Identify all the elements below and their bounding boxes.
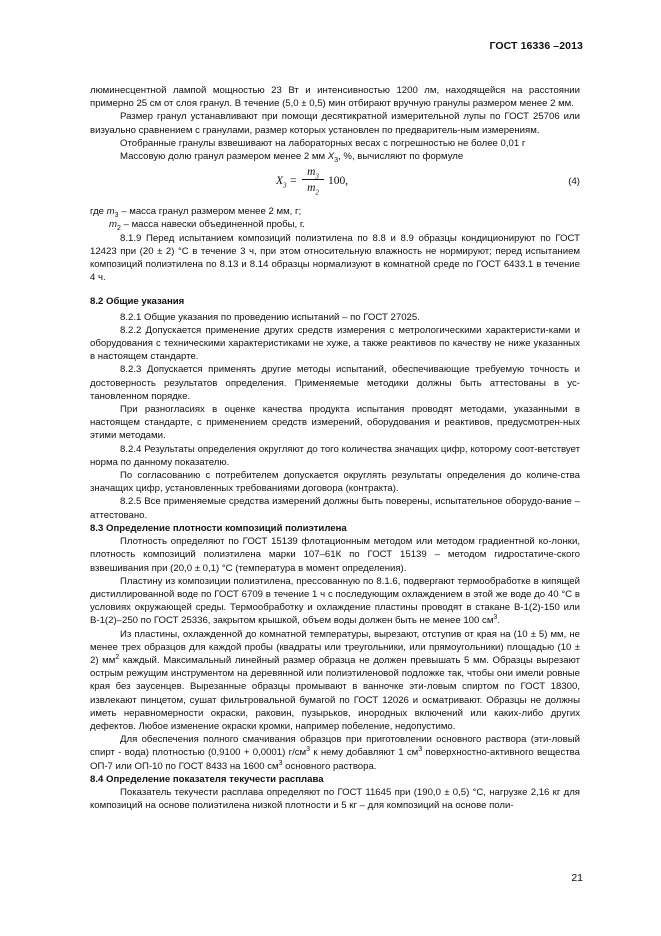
paragraph-8-2-5: 8.2.5 Все применяемые средства измерений должны быть поверены, испытательное оборудо-вание – аттестовано. — [90, 496, 580, 521]
formula-fraction — [302, 165, 324, 196]
paragraph-8-4-melt-flow: Показатель текучести расплава определяют по ГОСТ 11645 при (190,0 ± 0,5) °С, нагрузке 2,16 кг для композиций на основе полиэтилена низкой плотности и 5 кг – для композиций на основе поли- — [90, 786, 580, 812]
paragraph-8-2-2: 8.2.2 Допускается применение других средств измерения с метрологическими характеристи-ками и оборудования с техническими характеристиками не хуже, а также реактивов по качеству не ниже указанных в настоящем стандарте. — [90, 324, 580, 363]
paragraph-8-2-3: 8.2.3 Допускается применять другие методы испытаний, обеспечивающие требуемую точность и достоверность результатов определения. Применяемые методики должны быть аттестованы в ус-тановленном порядке. — [90, 364, 580, 402]
heading-8-4: 8.4 Определение показателя текучести расплава — [90, 773, 324, 785]
paragraph-formula-intro: Массовую долю гранул размером менее 2 мм $X_3$, %, вычисляют по формуле — [120, 151, 464, 164]
paragraph-continuation: люминесцентной лампой мощностью 23 Вт и интенсивностью 1200 лм, находящейся на расстоянии примерно 25 см от слоя гранул. В течение (5,0 ± 0,5) мин отбирают вручную гранулы размером менее 2 мм. — [90, 85, 580, 110]
paragraph-8-3-solution: Для обеспечения полного смачивания образцов при приготовлении основного раствора (эти-ловый спирт - вода) плотностью (0,9100 + 0,0001) $г/см^3$ к нему добавляют 1 $см^3$ поверхностно-активного вещества ОП-7 или ОП-10 по ГОСТ 8433 на 1600 $см^3$ основного раствора. — [90, 734, 580, 772]
paragraph-granule-size: Размер гранул устанавливают при помощи десятикратной измерительной лупы по ГОСТ 25706 или визуально сравнением с гранулами, размер которых установлен по предваритель-ным измерениям. — [90, 111, 580, 136]
paragraph-8-2-4: 8.2.4 Результаты определения округляют до того количества значащих цифр, которому соот-ветствует норма по данному показателю. — [90, 443, 580, 468]
paragraph-8-3-density: Плотность определяют по ГОСТ 15139 флотационным методом или методом градиентной ко-лонки, плотность композиций полиэтилена марки 107–61К по ГОСТ 15139 – методом гидростатиче-ского взвешивания при (20,0 ± 0,1) °С (температура в момент определения). — [90, 536, 580, 574]
formula-number: (4) — [568, 176, 580, 188]
heading-8-3: 8.3 Определение плотности композиций полиэтилена — [90, 522, 347, 534]
formula-factor: 100, — [328, 175, 349, 188]
standard-header: ГОСТ 16336 –2013 — [489, 40, 583, 52]
definition-m2: $m_2$ – масса навески объединенной пробы, г. — [109, 219, 305, 233]
page-number: 21 — [571, 872, 583, 884]
heading-8-2: 8.2 Общие указания — [90, 296, 185, 308]
formula-lhs: $X_3$ = — [276, 175, 298, 190]
paragraph-8-2-1: 8.2.1 Общие указания по проведению испытаний – по ГОСТ 27025. — [120, 311, 420, 323]
definition-m3: где $m_3$ – масса гранул размером менее 2 мм, г; — [90, 206, 302, 220]
paragraph-8-1-9: 8.1.9 Перед испытанием композиций полиэтилена по 8.8 и 8.9 образцы кондиционируют по ГОСТ 12423 при (20 ± 2) °С в течение 3 ч, при этом относительную влажность не нормируют; перед испытанием композиций полиэтилена по 8.13 и 8.14 образцы нормализуют в комнатной среде по ГОСТ 6433.1 в течение 4 ч. — [90, 232, 580, 284]
formula-numerator: $m_3$ — [302, 165, 324, 180]
paragraph-weighing: Отобранные гранулы взвешивают на лабораторных весах с погрешностью не более 0,01 г — [120, 137, 526, 149]
paragraph-8-3-samples: Из пластины, охлажденной до комнатной температуры, вырезают, отступив от края на (10 ± 5) мм, не менее трех образцов для каждой пробы (квадраты или треугольники, или прямоугольники) площадью (10 ± 2) $мм^2$ каждый. Максимальный линейный размер образца не должен превышать 5 мм. Образцы вырезают острым режущим инструментом на деревянной или полиэтиленовой подложке так, чтобы они имели ровные края без заусенцев. Вырезанные образцы промывают в ванночке эти-ловым спиртом по ГОСТ 18300, извлекают пинцетом, сушат фильтровальной бумагой по ГОСТ 12026 и осматривают. Образцы не должны иметь неравномерности окраски, раковин, пузырьков, инородных включений или каких-либо других дефектов. Любое изменение окраски кромки, например побеление, недопустимо. — [90, 628, 581, 732]
paragraph-8-2-3-disputes: При разногласиях в оценке качества продукта испытания проводят методами, указанными в настоящем стандарте, с применением средств измерений, оборудования и реактивов, предусмотрен-ных этими методами. — [90, 404, 580, 442]
formula-denominator: $m_2$ — [307, 182, 319, 197]
formula-4 — [90, 165, 580, 201]
document-body — [90, 84, 580, 812]
paragraph-8-2-4-agreement: По согласованию с потребителем допускается округлять результаты определения до количе-ства значащих цифр, установленных требованиями договора (контракта). — [90, 470, 580, 495]
paragraph-8-3-plate: Пластину из композиции полиэтилена, прессованную по 8.1.6, подвергают термообработке в кипящей дистиллированной воде по ГОСТ 6709 в течение 1 ч с последующим охлаждением в этой же воде до 40 °С в условиях окружающей среды. Термообработку и охлаждение пластины проводят в стакане В-1(2)-150 или В-1(2)–250 по ГОСТ 25336, закрытом крышкой, объем воды должен быть не менее 100 $см^3$. — [90, 575, 580, 627]
